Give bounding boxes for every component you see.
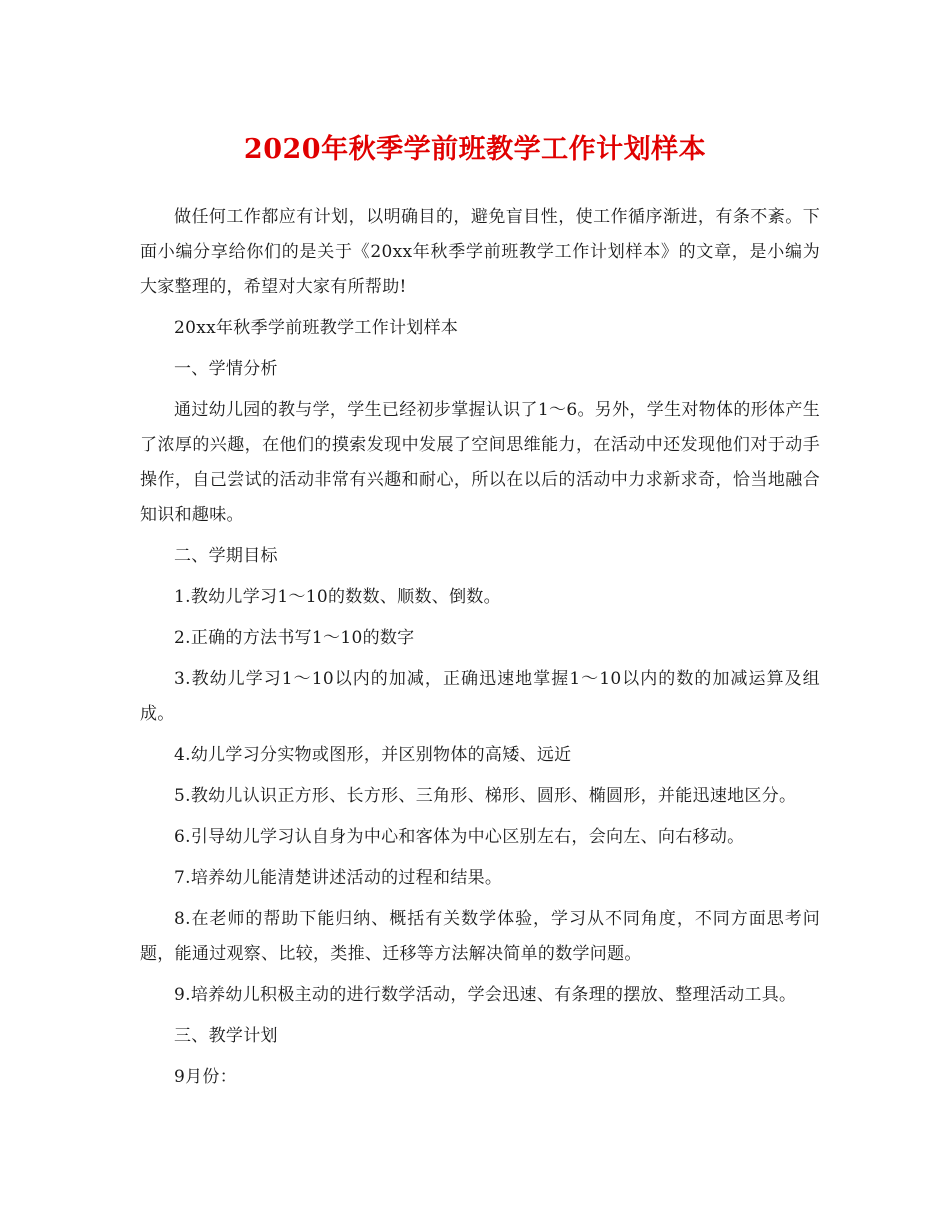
goal-item: 2.正确的方法书写1～10的数字 (174, 628, 415, 648)
section-heading-goals: 二、学期目标 (174, 546, 278, 566)
document-title: 2020年秋季学前班教学工作计划样本 (243, 134, 707, 165)
goal-item: 3.教幼儿学习1～10以内的加减，正确迅速地掌握1～10以内的数的加减运算及组成。 (140, 669, 820, 724)
goal-item: 9.培养幼儿积极主动的进行数学活动，学会迅速、有条理的摆放、整理活动工具。 (174, 985, 797, 1005)
goal-item: 1.教幼儿学习1～10的数数、顺数、倒数。 (174, 587, 501, 607)
goal-item: 4.幼儿学习分实物或图形，并区别物体的高矮、远近 (174, 745, 572, 765)
section-heading-analysis: 一、学情分析 (174, 359, 278, 379)
document-body (140, 200, 820, 1101)
goal-item: 8.在老师的帮助下能归纳、概括有关数学体验，学习从不同角度，不同方面思考问题，能通过观察、比较，类推、迁移等方法解决简单的数学问题。 (140, 909, 820, 964)
subtitle-line: 20xx年秋季学前班教学工作计划样本 (174, 318, 459, 338)
goal-item: 7.培养幼儿能清楚讲述活动的过程和结果。 (174, 868, 503, 888)
section-heading-plan: 三、教学计划 (174, 1026, 278, 1046)
intro-paragraph: 做任何工作都应有计划，以明确目的，避免盲目性，使工作循序渐进，有条不紊。下面小编分享给你们的是关于《20xx年秋季学前班教学工作计划样本》的文章，是小编为大家整理的，希望对大家有所帮助! (140, 207, 820, 297)
month-heading: 9月份： (174, 1067, 238, 1087)
goal-item: 6.引导幼儿学习认自身为中心和客体为中心区别左右，会向左、向右移动。 (174, 827, 745, 847)
analysis-paragraph: 通过幼儿园的教与学，学生已经初步掌握认识了1～6。另外，学生对物体的形体产生了浓厚的兴趣，在他们的摸索发现中发展了空间思维能力，在活动中还发现他们对于动手操作，自己尝试的活动非常有兴趣和耐心，所以在以后的活动中力求新求奇，恰当地融合知识和趣味。 (140, 400, 820, 525)
goal-item: 5.教幼儿认识正方形、长方形、三角形、梯形、圆形、椭圆形，并能迅速地区分。 (174, 786, 797, 806)
